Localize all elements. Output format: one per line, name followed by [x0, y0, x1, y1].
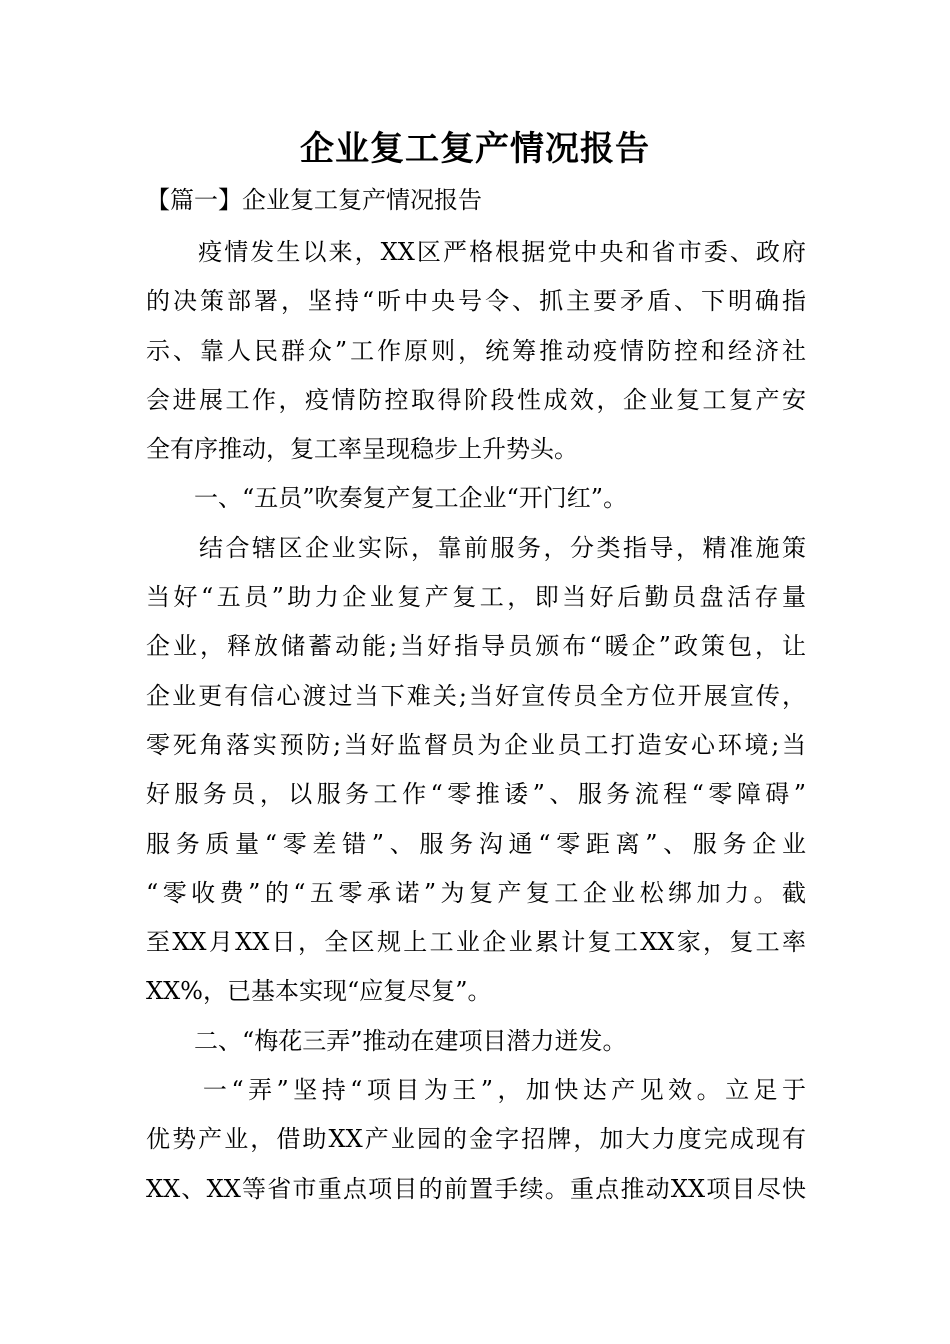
- text-line: “零收费”的“五零承诺”为复产复工企业松绑加力。截: [146, 878, 806, 907]
- text-line: 一“弄”坚持“项目为王”，加快达产见效。立足于: [146, 1076, 806, 1105]
- text-line: XX、XX等省市重点项目的前置手续。重点推动XX项目尽快: [146, 1174, 806, 1203]
- text-line: 企业，释放储蓄动能;当好指导员颁布“暖企”政策包，让: [146, 632, 806, 661]
- section-heading: 【篇一】企业复工复产情况报告: [146, 186, 482, 214]
- document-title: 企业复工复产情况报告: [300, 129, 650, 169]
- text-line: 至XX月XX日，全区规上工业企业累计复工XX家，复工率: [146, 928, 806, 957]
- text-line: 企业更有信心渡过当下难关;当好宣传员全方位开展宣传，: [146, 681, 806, 710]
- subheading-line: 二、“梅花三弄”推动在建项目潜力迸发。: [146, 1026, 627, 1055]
- text-line: XX%，已基本实现“应复尽复”。: [146, 977, 492, 1006]
- text-line: 当好“五员”助力企业复产复工，即当好后勤员盘活存量: [146, 583, 806, 612]
- text-line: 好服务员，以服务工作“零推诿”、服务流程“零障碍”: [146, 780, 806, 809]
- text-line: 示、靠人民群众”工作原则，统筹推动疫情防控和经济社: [146, 336, 806, 365]
- text-line: 全有序推动，复工率呈现稳步上升势头。: [146, 435, 578, 464]
- text-line: 疫情发生以来，XX区严格根据党中央和省市委、政府: [146, 238, 806, 266]
- subheading-line: 一、“五员”吹奏复产复工企业“开门红”。: [146, 484, 628, 513]
- text-line: 优势产业，借助XX产业园的金字招牌，加大力度完成现有: [146, 1125, 806, 1154]
- text-line: 结合辖区企业实际，靠前服务，分类指导，精准施策: [146, 533, 806, 562]
- text-line: 服务质量“零差错”、服务沟通“零距离”、服务企业: [146, 829, 806, 858]
- text-line: 零死角落实预防;当好监督员为企业员工打造安心环境;当: [146, 730, 806, 759]
- text-line: 会进展工作，疫情防控取得阶段性成效，企业复工复产安: [146, 385, 806, 414]
- document-body: [146, 228, 806, 1214]
- text-line: 的决策部署，坚持“听中央号令、抓主要矛盾、下明确指: [146, 287, 806, 316]
